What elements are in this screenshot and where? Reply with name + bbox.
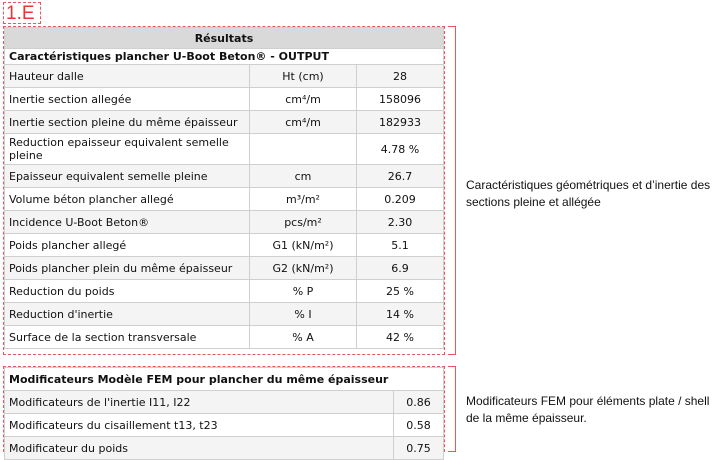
table-row (5, 188, 444, 211)
row-label: Modificateurs de l'inertie I11, I22 (5, 391, 394, 414)
row-unit: Ht (cm) (250, 65, 357, 88)
fem-bracket (448, 366, 456, 452)
row-label: Modificateurs du cisaillement t13, t23 (5, 414, 394, 437)
row-value: 26.7 (357, 165, 444, 188)
row-unit: m³/m² (250, 188, 357, 211)
row-value: 42 % (357, 326, 444, 349)
table-row (5, 303, 444, 326)
row-label: Modificateur du poids (5, 437, 394, 460)
row-label: Incidence U-Boot Beton® (5, 211, 250, 234)
row-unit: % I (250, 303, 357, 326)
table-row (5, 234, 444, 257)
row-label: Inertie section pleine du même épaisseur (5, 111, 250, 134)
row-value: 6.9 (357, 257, 444, 280)
table-row (5, 165, 444, 188)
table-row (5, 211, 444, 234)
geometric-note: Caractéristiques géométriques et d’inertie des sections pleine et allégée (466, 178, 711, 209)
row-label: Poids plancher allegé (5, 234, 250, 257)
row-unit: % A (250, 326, 357, 349)
row-unit: % P (250, 280, 357, 303)
row-value: 0.86 (394, 391, 444, 414)
fem-table (4, 367, 444, 460)
row-value: 0.75 (394, 437, 444, 460)
row-value: 158096 (357, 88, 444, 111)
row-value: 25 % (357, 280, 444, 303)
row-unit: cm⁴/m (250, 88, 357, 111)
row-unit: G1 (kN/m²) (250, 234, 357, 257)
row-label: Reduction du poids (5, 280, 250, 303)
row-label: Reduction d'inertie (5, 303, 250, 326)
row-value: 5.1 (357, 234, 444, 257)
section-tag: 1.E (3, 2, 41, 24)
row-label: Surface de la section transversale (5, 326, 250, 349)
table-row (5, 257, 444, 280)
fem-section-title: Modificateurs Modèle FEM pour plancher du même épaisseur (5, 368, 444, 391)
row-value: 182933 (357, 111, 444, 134)
table-row (5, 111, 444, 134)
row-unit: cm (250, 165, 357, 188)
table-row (5, 65, 444, 88)
row-unit: G2 (kN/m²) (250, 257, 357, 280)
fem-note: Modificateurs FEM pour éléments plate / shell de la même épaisseur. (466, 394, 710, 425)
results-section-title: Caractéristiques plancher U-Boot Beton® - OUTPUT (5, 49, 444, 65)
table-row (5, 134, 444, 165)
row-value: 2.30 (357, 211, 444, 234)
results-header: Résultats (5, 28, 444, 49)
row-value: 0.209 (357, 188, 444, 211)
row-unit (250, 134, 357, 165)
results-bracket (448, 26, 456, 355)
row-label: Volume béton plancher allegé (5, 188, 250, 211)
table-row (5, 326, 444, 349)
table-row (5, 280, 444, 303)
row-label: Epaisseur equivalent semelle pleine (5, 165, 250, 188)
row-label: Hauteur dalle (5, 65, 250, 88)
row-value: 0.58 (394, 414, 444, 437)
fem-panel (3, 366, 445, 455)
table-row (5, 414, 444, 437)
row-unit: cm⁴/m (250, 111, 357, 134)
table-row (5, 88, 444, 111)
row-value: 14 % (357, 303, 444, 326)
row-label: Poids plancher plein du même épaisseur (5, 257, 250, 280)
table-row (5, 391, 444, 414)
row-label: Inertie section allegée (5, 88, 250, 111)
row-label: Reduction epaisseur equivalent semelle pleine (5, 134, 250, 165)
results-panel (3, 26, 445, 355)
row-value: 4.78 % (357, 134, 444, 165)
table-row (5, 437, 444, 460)
row-value: 28 (357, 65, 444, 88)
row-unit: pcs/m² (250, 211, 357, 234)
results-table (4, 27, 444, 349)
